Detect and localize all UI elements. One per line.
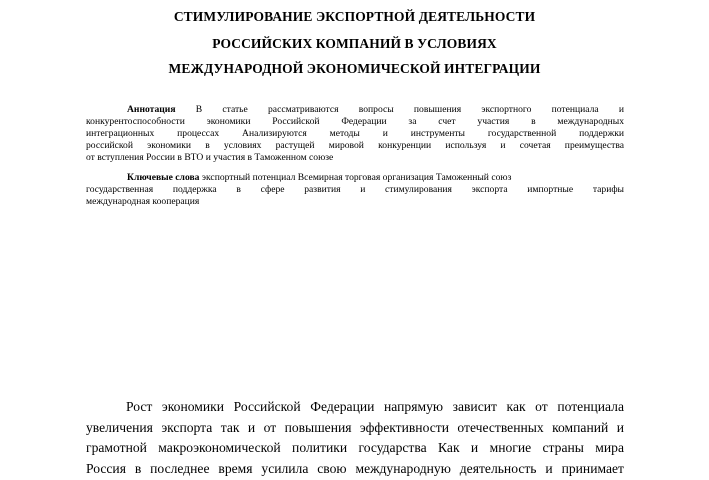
abstract-line: российской экономики в условиях растущей мировой конкуренции используя и сочетая преимущества [86,139,624,151]
keywords-section [86,172,624,208]
body-line: Россия в последнее время усилила свою международную деятельность и принимает [86,461,624,477]
abstract-text: В статье рассматриваются вопросы повышения экспортного потенциала и [195,104,624,115]
abstract-line: конкурентоспособности экономики Российской Федерации за счет участия в международных [86,115,624,127]
body-line: грамотной макроэкономической политики государства Как и многие страны мира [86,440,624,456]
body-paragraph [86,397,624,480]
title-line-1: СТИМУЛИРОВАНИЕ ЭКСПОРТНОЙ ДЕЯТЕЛЬНОСТИ [173,9,536,24]
abstract-line: от вступления России в ВТО и участия в Таможенном союзе [86,151,334,163]
abstract-section [86,104,624,163]
keywords-line: международная кооперация [86,195,200,207]
abstract-line: интеграционных процессах Анализируются методы и инструменты государственной поддержки [86,127,624,139]
abstract-line [86,104,624,116]
body-line: Рост экономики Российской Федерации напрямую зависит как от потенциала [126,399,624,414]
title-line-2: РОССИЙСКИХ КОМПАНИЙ В УСЛОВИЯХ [212,36,497,51]
abstract-label: Аннотация [127,104,176,115]
keywords-line: государственная поддержка в сфере развития и стимулирования экспорта импортные тарифы [86,183,624,195]
keywords-text: экспортный потенциал Всемирная торговая организация Таможенный союз [201,172,512,183]
keywords-line [86,172,624,184]
body-line: увеличения экспорта так и от повышения эффективности отечественных компаний и [86,419,624,435]
title-line-3: МЕЖДУНАРОДНОЙ ЭКОНОМИЧЕСКОЙ ИНТЕГРАЦИИ [168,61,541,76]
keywords-label: Ключевые слова [127,172,200,183]
